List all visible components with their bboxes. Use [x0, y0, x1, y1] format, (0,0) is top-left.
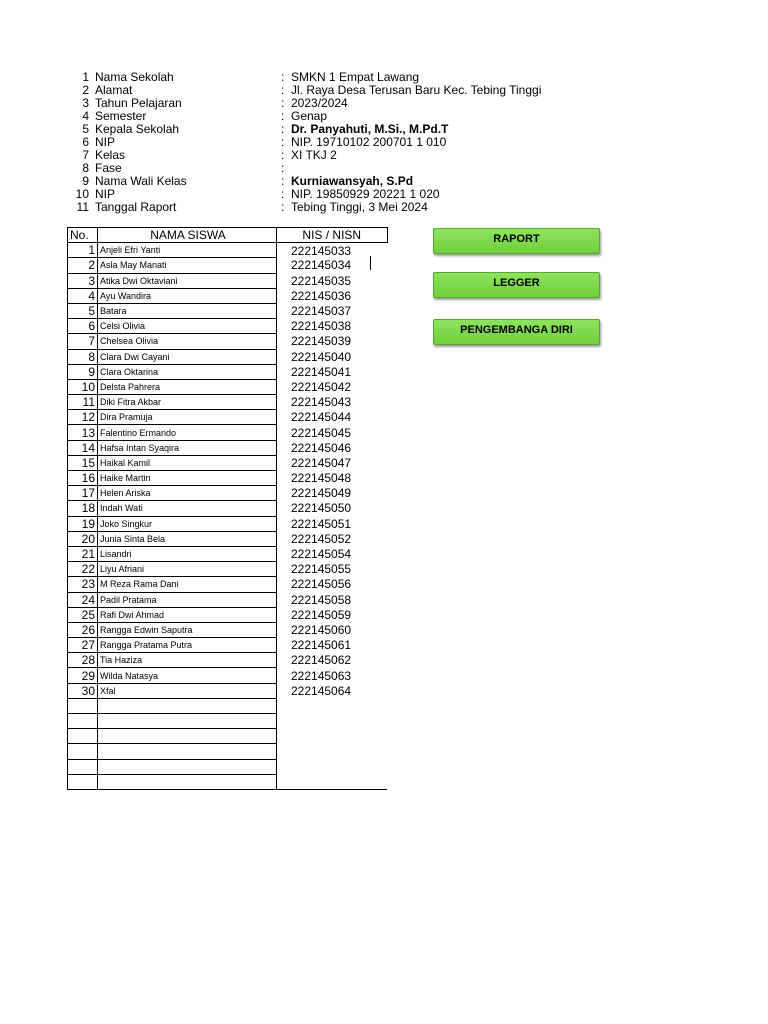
- table-row: [68, 258, 388, 273]
- student-name[interactable]: Indah Wati: [98, 501, 277, 516]
- student-nis[interactable]: 222145037: [277, 303, 388, 318]
- header-name: NAMA SISWA: [98, 228, 277, 243]
- row-number[interactable]: 28: [68, 653, 98, 668]
- empty-cell[interactable]: [277, 714, 388, 729]
- student-nis[interactable]: 222145058: [277, 592, 388, 607]
- student-nis[interactable]: 222145060: [277, 622, 388, 637]
- student-nis[interactable]: 222145038: [277, 319, 388, 334]
- row-number[interactable]: 18: [68, 501, 98, 516]
- student-name[interactable]: Chelsea Olivia: [98, 334, 277, 349]
- student-nis[interactable]: 222145046: [277, 440, 388, 455]
- table-row: [68, 638, 388, 653]
- student-nis[interactable]: 222145049: [277, 486, 388, 501]
- empty-cell[interactable]: [277, 774, 388, 789]
- student-nis[interactable]: 222145048: [277, 471, 388, 486]
- row-number[interactable]: 22: [68, 562, 98, 577]
- info-number: 6: [82, 135, 89, 149]
- table-row: [68, 319, 388, 334]
- student-name[interactable]: Liyu Afriani: [98, 562, 277, 577]
- student-name[interactable]: Helen Ariska: [98, 486, 277, 501]
- info-label: Tahun Pelajaran: [95, 96, 182, 110]
- info-number: 4: [82, 109, 89, 123]
- student-nis[interactable]: 222145047: [277, 455, 388, 470]
- empty-cell[interactable]: [98, 759, 277, 774]
- info-value: Jl. Raya Desa Terusan Baru Kec. Tebing Tinggi: [291, 83, 542, 97]
- row-number[interactable]: 10: [68, 379, 98, 394]
- table-row: [68, 683, 388, 698]
- student-name[interactable]: M Reza Rama Dani: [98, 577, 277, 592]
- table-row: [68, 653, 388, 668]
- student-name[interactable]: Anjeli Efri Yanti: [98, 243, 277, 258]
- table-row: [68, 486, 388, 501]
- info-label: Semester: [95, 109, 147, 123]
- info-value: Genap: [291, 109, 328, 123]
- row-number[interactable]: 9: [68, 364, 98, 379]
- student-name[interactable]: Lisandri: [98, 546, 277, 561]
- student-name[interactable]: Rafi Dwi Ahmad: [98, 607, 277, 622]
- empty-cell[interactable]: [68, 759, 98, 774]
- row-number[interactable]: 11: [68, 395, 98, 410]
- info-colon: :: [281, 174, 285, 188]
- student-nis[interactable]: 222145036: [277, 288, 388, 303]
- info-label: Nama Wali Kelas: [95, 174, 187, 188]
- info-label: Kepala Sekolah: [95, 122, 180, 136]
- student-nis[interactable]: 222145039: [277, 334, 388, 349]
- row-number[interactable]: 27: [68, 638, 98, 653]
- info-label: Tanggal Raport: [95, 200, 177, 214]
- info-label: Nama Sekolah: [95, 70, 174, 84]
- student-nis[interactable]: 222145052: [277, 531, 388, 546]
- student-name[interactable]: Joko Singkur: [98, 516, 277, 531]
- row-number[interactable]: 29: [68, 668, 98, 683]
- table-row: [68, 379, 388, 394]
- table-row: [68, 455, 388, 470]
- info-value: Tebing Tinggi, 3 Mei 2024: [291, 200, 428, 214]
- student-nis[interactable]: 222145045: [277, 425, 388, 440]
- row-number[interactable]: 20: [68, 531, 98, 546]
- student-name[interactable]: Clara Dwi Cayani: [98, 349, 277, 364]
- row-number[interactable]: 16: [68, 471, 98, 486]
- student-nis[interactable]: 222145055: [277, 562, 388, 577]
- info-value: Kurniawansyah, S.Pd: [291, 174, 414, 188]
- table-row: [68, 531, 388, 546]
- info-value: 2023/2024: [291, 96, 348, 110]
- empty-row: [68, 714, 388, 729]
- table-row: [68, 273, 388, 288]
- row-number[interactable]: 4: [68, 288, 98, 303]
- row-number[interactable]: 13: [68, 425, 98, 440]
- student-nis[interactable]: 222145033: [277, 243, 388, 258]
- row-number[interactable]: 23: [68, 577, 98, 592]
- empty-cell[interactable]: [98, 714, 277, 729]
- empty-cell[interactable]: [68, 729, 98, 744]
- student-name[interactable]: Padil Pratama: [98, 592, 277, 607]
- student-nis[interactable]: 222145034: [277, 258, 388, 273]
- info-colon: :: [281, 109, 285, 123]
- info-label: NIP: [95, 187, 116, 201]
- info-label: NIP: [95, 135, 116, 149]
- table-row: [68, 501, 388, 516]
- student-name[interactable]: Wilda Natasya: [98, 668, 277, 683]
- student-name[interactable]: Falentino Ermando: [98, 425, 277, 440]
- empty-row: [68, 698, 388, 713]
- pengembangan-diri-button[interactable]: PENGEMBANGA DIRI: [433, 319, 600, 345]
- info-value: NIP. 19710102 200701 1 010: [291, 135, 447, 149]
- info-number: 10: [75, 187, 89, 201]
- empty-cell[interactable]: [277, 744, 388, 759]
- table-row: [68, 546, 388, 561]
- row-number[interactable]: 25: [68, 607, 98, 622]
- info-value: NIP. 19850929 20221 1 020: [291, 187, 440, 201]
- info-colon: :: [281, 200, 285, 214]
- empty-cell[interactable]: [68, 714, 98, 729]
- student-name[interactable]: Ayu Wandira: [98, 288, 277, 303]
- table-row: [68, 592, 388, 607]
- row-number[interactable]: 26: [68, 622, 98, 637]
- table-row: [68, 425, 388, 440]
- empty-cell[interactable]: [68, 774, 98, 789]
- student-nis[interactable]: 222145063: [277, 668, 388, 683]
- info-label: Fase: [95, 161, 122, 175]
- row-number[interactable]: 12: [68, 410, 98, 425]
- table-row: [68, 303, 388, 318]
- info-value: SMKN 1 Empat Lawang: [291, 70, 420, 84]
- info-colon: :: [281, 148, 285, 162]
- table-row: [68, 288, 388, 303]
- table-row: [68, 334, 388, 349]
- empty-cell[interactable]: [98, 744, 277, 759]
- table-row: [68, 577, 388, 592]
- table-row: [68, 243, 388, 258]
- empty-row: [68, 759, 388, 774]
- table-row: [68, 668, 388, 683]
- student-name[interactable]: Atika Dwi Oktaviani: [98, 273, 277, 288]
- row-number[interactable]: 2: [68, 258, 98, 273]
- header-no: No.: [68, 228, 98, 243]
- student-name[interactable]: Haikal Kamil: [98, 455, 277, 470]
- row-number[interactable]: 7: [68, 334, 98, 349]
- empty-cell[interactable]: [98, 729, 277, 744]
- student-name[interactable]: Junia Sinta Bela: [98, 531, 277, 546]
- student-nis[interactable]: 222145064: [277, 683, 388, 698]
- info-label: Kelas: [95, 148, 126, 162]
- student-name[interactable]: Diki Fitra Akbar: [98, 395, 277, 410]
- info-number: 2: [82, 83, 89, 97]
- student-nis[interactable]: 222145056: [277, 577, 388, 592]
- row-number[interactable]: 15: [68, 455, 98, 470]
- empty-cell[interactable]: [277, 698, 388, 713]
- table-row: [68, 471, 388, 486]
- info-number: 8: [82, 161, 89, 175]
- student-nis[interactable]: 222145035: [277, 273, 388, 288]
- row-number[interactable]: 14: [68, 440, 98, 455]
- student-name[interactable]: Xfal: [98, 683, 277, 698]
- raport-button[interactable]: RAPORT: [433, 228, 600, 254]
- info-colon: :: [281, 122, 285, 136]
- info-colon: :: [281, 83, 285, 97]
- student-nis[interactable]: 222145059: [277, 607, 388, 622]
- info-colon: :: [281, 135, 285, 149]
- student-name[interactable]: Batara: [98, 303, 277, 318]
- student-name[interactable]: Clara Oktarina: [98, 364, 277, 379]
- student-name[interactable]: Rangga Edwin Saputra: [98, 622, 277, 637]
- student-nis[interactable]: 222145054: [277, 546, 388, 561]
- info-number: 11: [76, 200, 89, 214]
- table-row: [68, 349, 388, 364]
- empty-row: [68, 744, 388, 759]
- school-info: [64, 71, 541, 214]
- row-number[interactable]: 21: [68, 546, 98, 561]
- row-number[interactable]: 30: [68, 683, 98, 698]
- row-number[interactable]: 3: [68, 273, 98, 288]
- text-cursor: [370, 256, 371, 270]
- student-name[interactable]: Dira Pramuja: [98, 410, 277, 425]
- info-label: Alamat: [95, 83, 133, 97]
- empty-row: [68, 774, 388, 789]
- student-name[interactable]: Haike Martin: [98, 471, 277, 486]
- info-row: [64, 201, 541, 214]
- student-name[interactable]: Tia Haziza: [98, 653, 277, 668]
- info-colon: :: [281, 96, 285, 110]
- table-row: [68, 607, 388, 622]
- row-number[interactable]: 5: [68, 303, 98, 318]
- student-nis[interactable]: 222145040: [277, 349, 388, 364]
- row-number[interactable]: 8: [68, 349, 98, 364]
- student-nis[interactable]: 222145043: [277, 395, 388, 410]
- empty-row: [68, 729, 388, 744]
- info-value: XI TKJ 2: [291, 148, 337, 162]
- student-nis[interactable]: 222145041: [277, 364, 388, 379]
- student-name[interactable]: Asla May Manati: [98, 258, 277, 273]
- info-colon: :: [281, 70, 285, 84]
- info-number: 5: [82, 122, 89, 136]
- empty-cell[interactable]: [277, 729, 388, 744]
- table-row: [68, 622, 388, 637]
- info-value: Dr. Panyahuti, M.Si., M.Pd.T: [291, 122, 449, 136]
- info-number: 9: [82, 174, 89, 188]
- student-nis[interactable]: 222145042: [277, 379, 388, 394]
- student-name[interactable]: Hafsa Intan Syaqira: [98, 440, 277, 455]
- info-row: [64, 149, 541, 162]
- student-nis[interactable]: 222145061: [277, 638, 388, 653]
- info-number: 3: [82, 96, 89, 110]
- row-number[interactable]: 24: [68, 592, 98, 607]
- row-number[interactable]: 6: [68, 319, 98, 334]
- student-table: [67, 227, 388, 790]
- info-number: 1: [82, 70, 89, 84]
- student-nis[interactable]: 222145044: [277, 410, 388, 425]
- student-name[interactable]: Celsi Olivia: [98, 319, 277, 334]
- row-number[interactable]: 17: [68, 486, 98, 501]
- table-row: [68, 440, 388, 455]
- row-number[interactable]: 19: [68, 516, 98, 531]
- student-nis[interactable]: 222145050: [277, 501, 388, 516]
- empty-cell[interactable]: [68, 698, 98, 713]
- student-name[interactable]: Rangga Pratama Putra: [98, 638, 277, 653]
- empty-cell[interactable]: [98, 774, 277, 789]
- legger-button[interactable]: LEGGER: [433, 272, 600, 298]
- header-nis: NIS / NISN: [277, 228, 388, 243]
- table-row: [68, 364, 388, 379]
- student-nis[interactable]: 222145062: [277, 653, 388, 668]
- empty-cell[interactable]: [98, 698, 277, 713]
- info-colon: :: [281, 161, 285, 175]
- student-name[interactable]: Delsta Pahrera: [98, 379, 277, 394]
- student-nis[interactable]: 222145051: [277, 516, 388, 531]
- info-number: 7: [82, 148, 89, 162]
- table-row: [68, 562, 388, 577]
- table-row: [68, 395, 388, 410]
- info-colon: :: [281, 187, 285, 201]
- row-number[interactable]: 1: [68, 243, 98, 258]
- table-row: [68, 410, 388, 425]
- table-row: [68, 516, 388, 531]
- empty-cell[interactable]: [68, 744, 98, 759]
- table-header-row: [68, 228, 388, 243]
- empty-cell[interactable]: [277, 759, 388, 774]
